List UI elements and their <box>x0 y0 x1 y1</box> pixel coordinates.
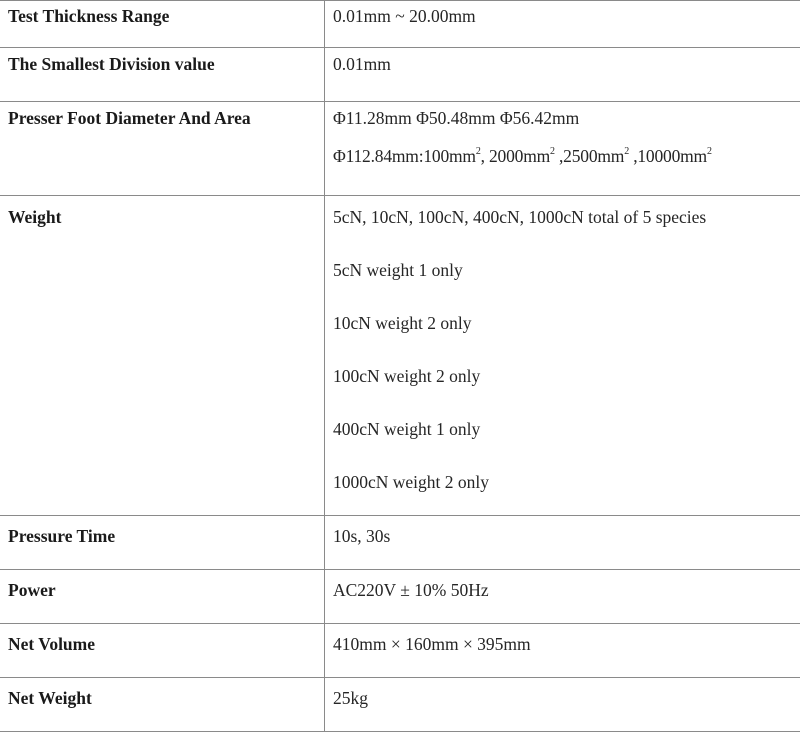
table-row <box>0 570 800 624</box>
spec-value: 10s, 30s <box>333 526 391 546</box>
spec-value: 10cN weight 2 only <box>333 313 472 333</box>
spec-label: Weight <box>0 196 325 516</box>
spec-value: 0.01mm <box>333 54 391 74</box>
spec-value: 400cN weight 1 only <box>333 419 481 439</box>
spec-value-cell <box>325 102 800 196</box>
spec-label: Test Thickness Range <box>0 1 325 48</box>
spec-value: 0.01mm ~ 20.00mm <box>333 6 476 26</box>
table-row <box>0 624 800 678</box>
spec-label: Net Weight <box>0 678 325 732</box>
spec-label: Power <box>0 570 325 624</box>
table-row <box>0 196 800 516</box>
spec-label: Net Volume <box>0 624 325 678</box>
spec-value: AC220V ± 10% 50Hz <box>333 580 489 600</box>
spec-label: The Smallest Division value <box>0 48 325 102</box>
spec-value-cell <box>325 196 800 516</box>
spec-value-cell <box>325 48 800 102</box>
spec-value-cell <box>325 516 800 570</box>
spec-value-cell <box>325 678 800 732</box>
spec-label: Presser Foot Diameter And Area <box>0 102 325 196</box>
spec-label: Pressure Time <box>0 516 325 570</box>
spec-value-cell <box>325 570 800 624</box>
spec-value: 25kg <box>333 688 368 708</box>
spec-value: 410mm × 160mm × 395mm <box>333 634 531 654</box>
spec-value: 1000cN weight 2 only <box>333 472 490 492</box>
spec-value: 100cN weight 2 only <box>333 366 481 386</box>
spec-value-cell <box>325 1 800 48</box>
table-row <box>0 102 800 196</box>
presser-foot-area-line: $\Phi 112.84mm:100mm^2$, $2000mm^2$ $,2500mm^2$ $,10000mm^2$ <box>333 146 712 166</box>
table-row <box>0 48 800 102</box>
spec-value-cell <box>325 624 800 678</box>
table-row <box>0 678 800 732</box>
table-row <box>0 1 800 48</box>
table-row <box>0 516 800 570</box>
spec-value: 5cN, 10cN, 100cN, 400cN, 1000cN total of 5 species <box>333 207 707 227</box>
spec-value: 5cN weight 1 only <box>333 260 463 280</box>
spec-value: Φ11.28mm Φ50.48mm Φ56.42mm <box>333 108 580 128</box>
